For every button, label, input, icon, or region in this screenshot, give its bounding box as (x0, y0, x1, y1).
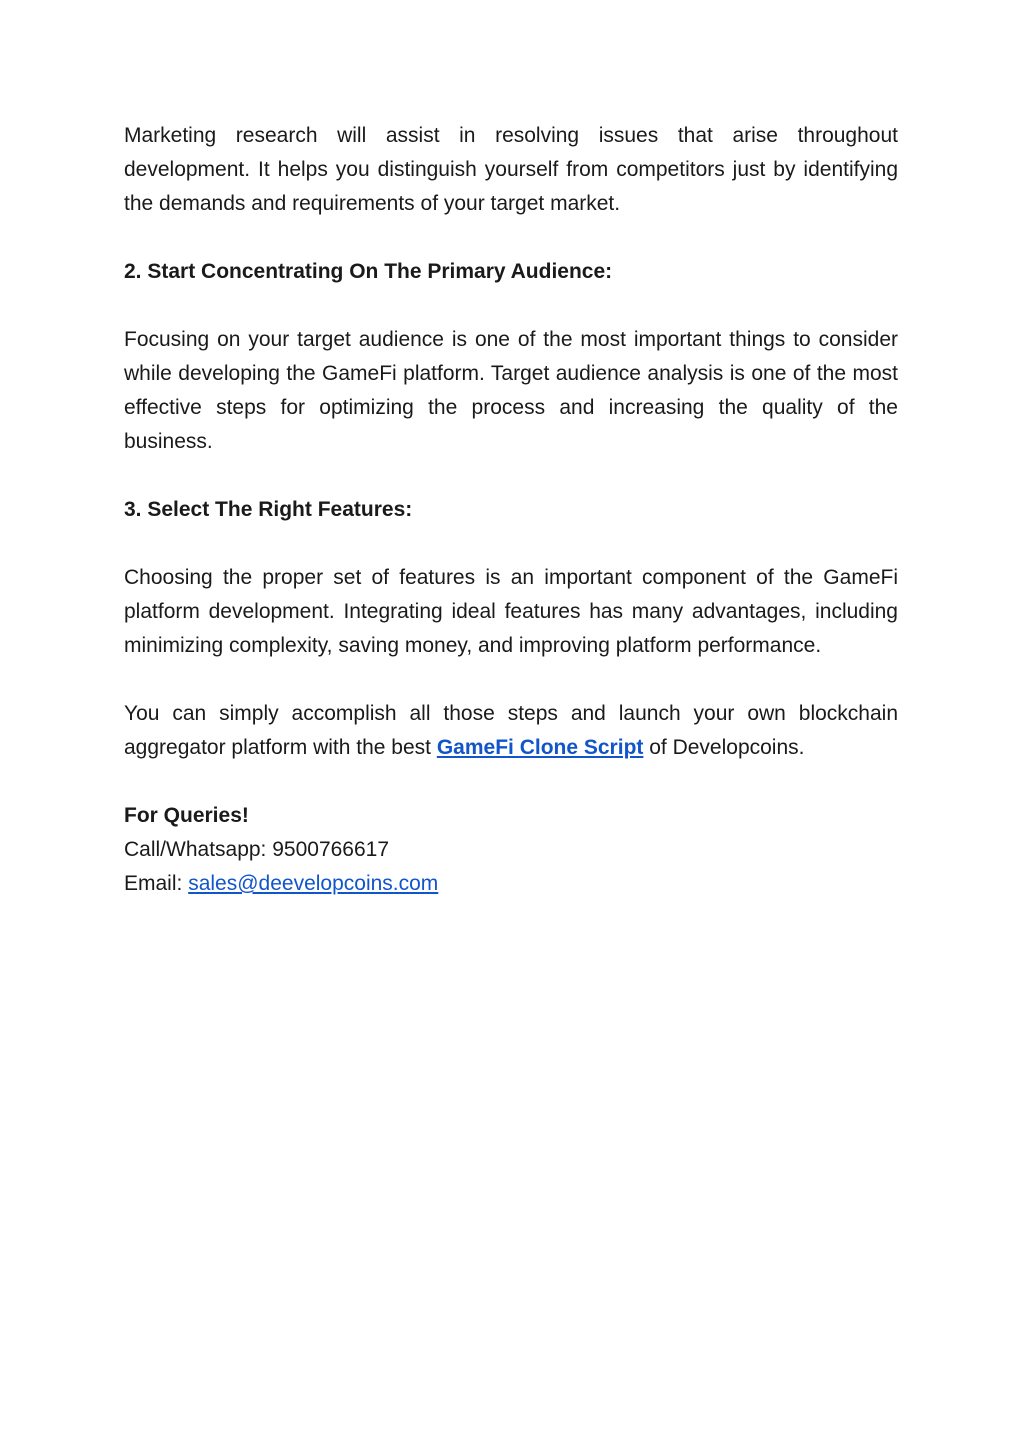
section-heading-primary-audience: 2. Start Concentrating On The Primary Audience: (124, 260, 613, 283)
email-label: Email: (124, 872, 189, 895)
section-heading-right-features: 3. Select The Right Features: (124, 498, 413, 521)
features-paragraph: Choosing the proper set of features is an important component of the GameFi platform development. Integrating ideal features has many advantages, including minimizing complexity, saving money, and improving platform performance. (124, 566, 898, 657)
email-link[interactable]: sales@deevelopcoins.com (188, 872, 439, 895)
closing-text-after: of Developcoins. (643, 736, 805, 759)
contact-email-line (124, 867, 898, 901)
intro-paragraph: Marketing research will assist in resolving issues that arise throughout development. It helps you distinguish yourself from competitors just by identifying the demands and requirements of your target market. (124, 124, 898, 215)
closing-paragraph (124, 697, 898, 765)
document-page (124, 119, 898, 901)
contact-heading: For Queries! (124, 804, 249, 827)
contact-block (124, 799, 898, 901)
contact-phone: Call/Whatsapp: 9500766617 (124, 838, 390, 861)
gamefi-clone-script-link[interactable]: GameFi Clone Script (436, 736, 644, 759)
audience-paragraph: Focusing on your target audience is one of the most important things to consider while developing the GameFi platform. Target audience analysis is one of the most effective steps for optimizing the process and increasing the quality of the business. (124, 328, 898, 453)
closing-text-before: You can simply accomplish all those steps and launch your own blockchain aggregator platform with the best (124, 702, 898, 759)
